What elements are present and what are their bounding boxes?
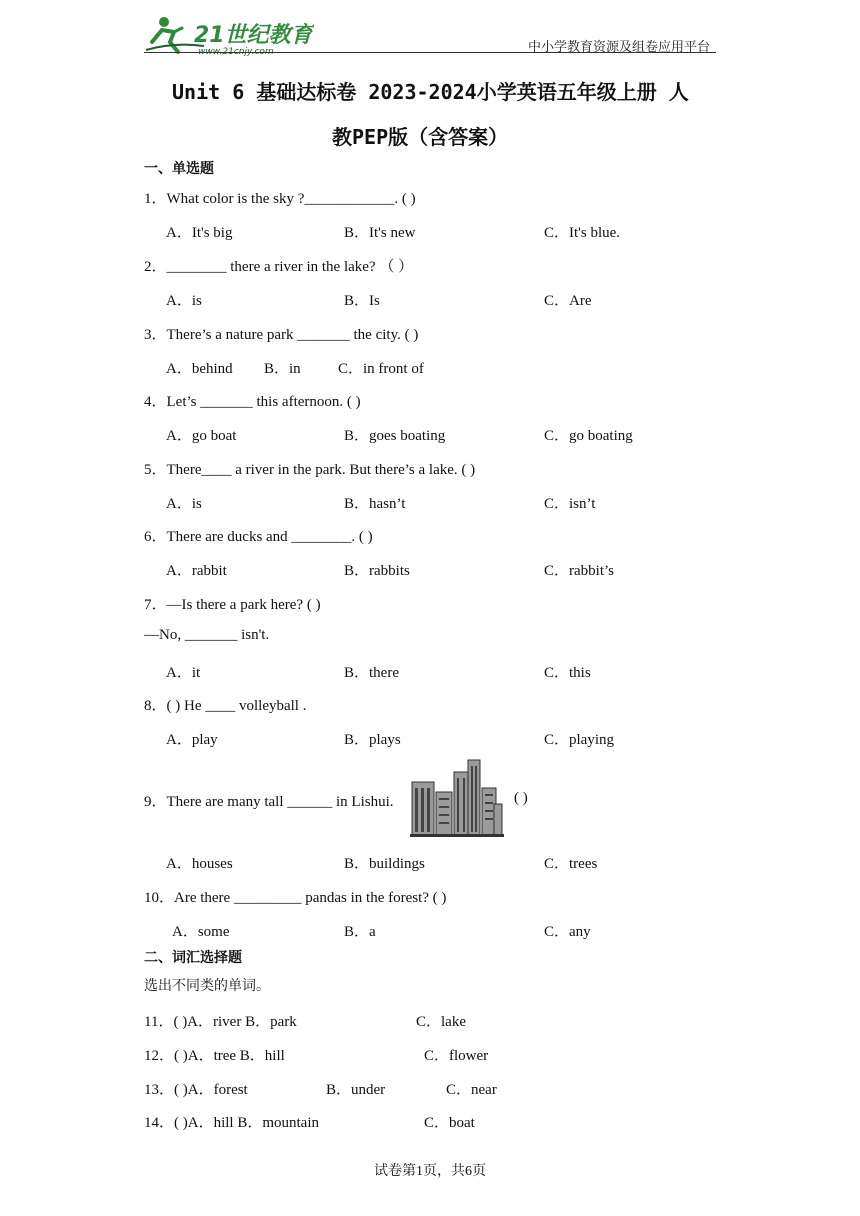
section-instruction: 选出不同类的单词。 bbox=[144, 978, 270, 994]
question-stem: 9．There are many tall ______ in Lishui. bbox=[144, 794, 394, 810]
option-c: C．near bbox=[446, 1082, 497, 1098]
option-b: B．there bbox=[344, 665, 399, 681]
option-c: C．any bbox=[544, 924, 591, 940]
option-a: A．houses bbox=[166, 856, 233, 872]
option-c: C．trees bbox=[544, 856, 598, 872]
buildings-image bbox=[410, 758, 504, 838]
answer-paren: ( ) bbox=[514, 790, 528, 806]
question-stem: 7．—Is there a park here? ( ) bbox=[144, 597, 321, 613]
question-stem: 8．( ) He ____ volleyball . bbox=[144, 698, 307, 714]
option-a: A．behind bbox=[166, 361, 233, 377]
page-title-line2: 教PEP版（含答案） bbox=[332, 125, 509, 149]
question-stem: 6．There are ducks and ________. ( ) bbox=[144, 529, 373, 545]
header-divider bbox=[144, 52, 716, 53]
option-a: A．It's big bbox=[166, 225, 233, 241]
question-stem: 4．Let’s _______ this afternoon. ( ) bbox=[144, 394, 361, 410]
option-c: C．go boating bbox=[544, 428, 633, 444]
option-b: B．a bbox=[344, 924, 376, 940]
option-a: A．play bbox=[166, 732, 218, 748]
option-c: C．this bbox=[544, 665, 591, 681]
option-a: A．it bbox=[166, 665, 201, 681]
option-c: C．rabbit’s bbox=[544, 563, 614, 579]
section-heading-vocab: 二、词汇选择题 bbox=[144, 950, 242, 966]
option-b: B．plays bbox=[344, 732, 401, 748]
option-c: C．flower bbox=[424, 1048, 489, 1064]
option-b: B．under bbox=[326, 1082, 386, 1098]
section-heading-single-choice: 一、单选题 bbox=[144, 161, 214, 177]
logo-url: www.21cnjy.com bbox=[198, 47, 274, 57]
platform-name: 中小学教育资源及组卷应用平台 bbox=[527, 39, 710, 54]
option-c: C．Are bbox=[544, 293, 592, 309]
vocab-question: 14．( )A．hill B．mountain bbox=[144, 1115, 319, 1131]
option-c: C．It's blue. bbox=[544, 225, 621, 241]
option-b: B．goes boating bbox=[344, 428, 446, 444]
page-title-line1: Unit 6 基础达标卷 2023-2024小学英语五年级上册 人 bbox=[172, 80, 689, 104]
option-a: A．some bbox=[172, 924, 230, 940]
option-b: B．Is bbox=[344, 293, 380, 309]
option-b: B．hasn’t bbox=[344, 496, 406, 512]
option-c: C．boat bbox=[424, 1115, 475, 1131]
option-c: C．in front of bbox=[338, 361, 424, 377]
question-stem: 2．________ there a river in the lake? （ ） bbox=[144, 259, 414, 275]
question-stem: 1．What color is the sky ?____________. ( ) bbox=[144, 191, 416, 207]
option-b: B．in bbox=[264, 361, 301, 377]
question-stem-line2: —No, _______ isn't. bbox=[144, 627, 270, 643]
option-c: C．isn’t bbox=[544, 496, 596, 512]
option-c: C．lake bbox=[416, 1014, 466, 1030]
vocab-question: 11．( )A．river B．park bbox=[144, 1014, 297, 1030]
option-b: B．rabbits bbox=[344, 563, 410, 579]
option-b: B．buildings bbox=[344, 856, 425, 872]
option-a: A．is bbox=[166, 293, 202, 309]
page-footer: 试卷第1页，共6页 bbox=[374, 1164, 486, 1179]
question-stem: 3．There’s a nature park _______ the city. ( ) bbox=[144, 327, 419, 343]
vocab-question: 13．( )A．forest bbox=[144, 1082, 248, 1098]
option-b: B．It's new bbox=[344, 225, 416, 241]
option-a: A．rabbit bbox=[166, 563, 227, 579]
question-stem: 10．Are there _________ pandas in the forest? ( ) bbox=[144, 890, 447, 906]
question-stem: 5．There____ a river in the park. But there’s a lake. ( ) bbox=[144, 462, 476, 478]
option-a: A．go boat bbox=[166, 428, 237, 444]
option-a: A．is bbox=[166, 496, 202, 512]
vocab-question: 12．( )A．tree B．hill bbox=[144, 1048, 285, 1064]
logo-text: 21世纪教育 bbox=[194, 23, 313, 48]
option-c: C．playing bbox=[544, 732, 614, 748]
